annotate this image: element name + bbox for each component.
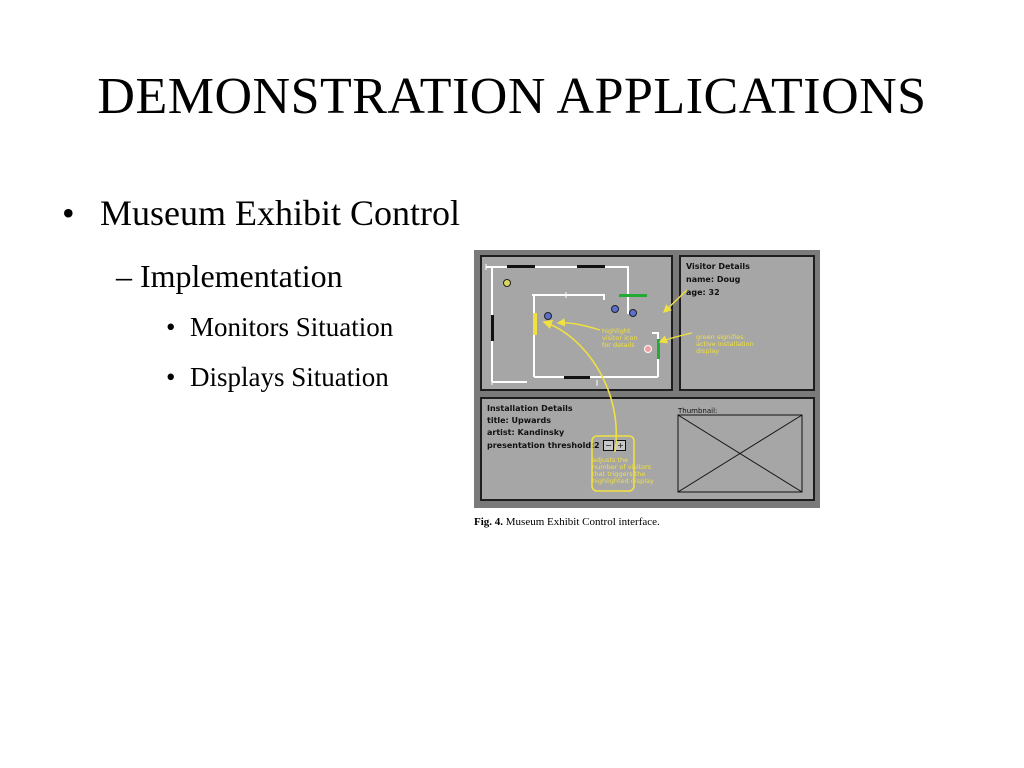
thumbnail-label: Thumbnail: [678, 407, 718, 415]
caption-text: Museum Exhibit Control interface. [505, 516, 660, 528]
annotation-green-signifies: green signifies active installation display [696, 333, 754, 355]
bullet-dot: • [62, 193, 75, 233]
threshold-decrement-button[interactable]: − [603, 440, 614, 451]
caption-label: Fig. 4. [474, 516, 504, 528]
arrow-visitor-details [664, 290, 687, 312]
annotation-adjusts: adjusts the number of visitors that triggers the highlighted display [592, 456, 654, 485]
bullet-text: Monitors Situation [190, 312, 394, 342]
bullet-text: Implementation [140, 258, 343, 294]
visitor-name: name: Doug [686, 275, 741, 284]
installation-heading: Installation Details [487, 404, 573, 413]
bullet-dash: – [116, 258, 132, 294]
arrow-green-display [660, 333, 692, 342]
visitor-age: age: 32 [686, 288, 720, 297]
threshold-increment-button[interactable]: + [615, 440, 626, 451]
installation-title: title: Upwards [487, 416, 551, 425]
visitor-details-heading: Visitor Details [686, 262, 750, 271]
threshold-label: presentation threshold: [487, 441, 595, 450]
bullet-level3-monitors [166, 310, 393, 344]
threshold-value: 2 [594, 441, 600, 450]
bullet-dot: • [166, 362, 176, 392]
museum-interface-figure [474, 250, 820, 508]
installation-artist: artist: Kandinsky [487, 428, 565, 437]
bullet-text: Displays Situation [190, 362, 389, 392]
bullet-dot: • [166, 312, 176, 342]
bullet-level3-displays [166, 360, 389, 394]
annotation-highlight: highlight visitor icon for details [602, 327, 638, 349]
bullet-level2 [116, 256, 343, 296]
arrow-highlight-visitor [558, 323, 600, 330]
figure-caption [474, 516, 660, 528]
slide-title: DEMONSTRATION APPLICATIONS [97, 68, 927, 125]
bullet-text: Museum Exhibit Control [100, 193, 460, 233]
